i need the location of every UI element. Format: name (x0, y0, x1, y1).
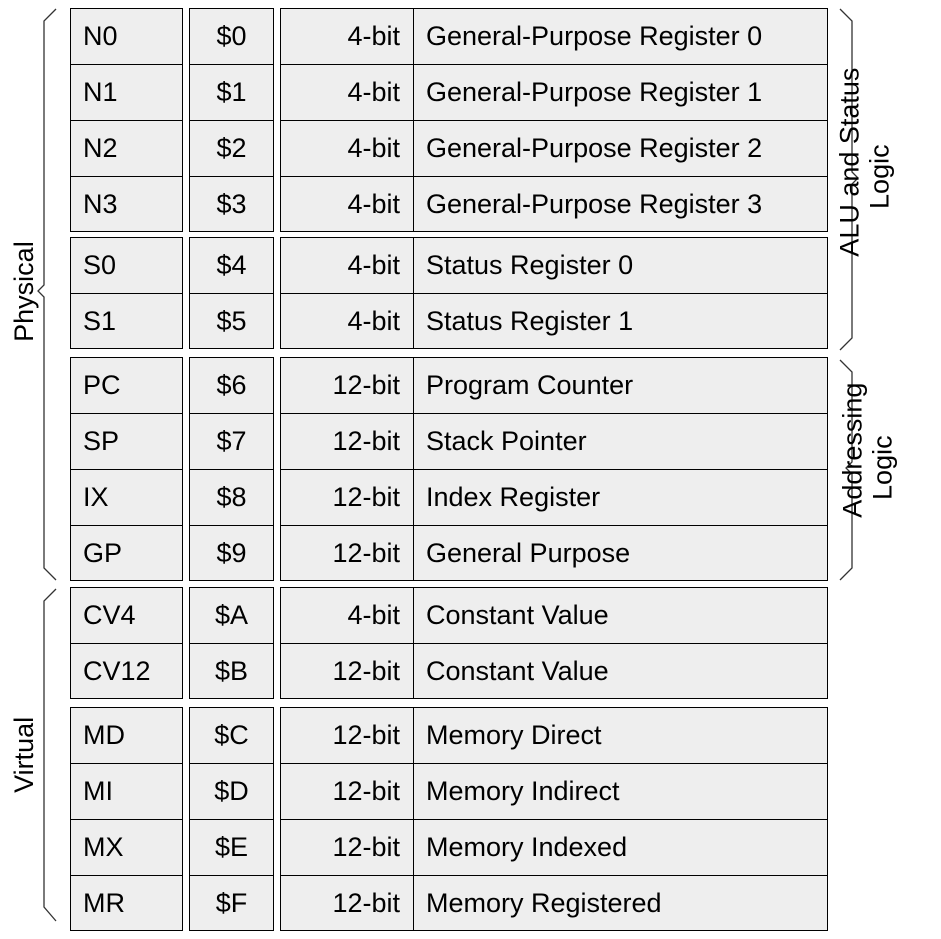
register-width-cell: 4-bit (347, 132, 400, 163)
register-code-cell: $D (214, 775, 249, 806)
register-code-cell: $5 (216, 305, 247, 336)
register-code-cell: $9 (216, 537, 247, 568)
addressing-label (837, 382, 897, 518)
alu-status-label-line2: Logic (864, 144, 894, 209)
register-desc-cell: General Purpose (426, 537, 631, 568)
register-desc-cell: Memory Registered (426, 887, 662, 918)
alu-status-label (834, 67, 894, 257)
register-code-cell: $E (214, 831, 249, 862)
register-code-cell: $2 (216, 132, 247, 163)
register-code-cell: $B (214, 655, 249, 686)
physical-label: Physical (9, 241, 40, 342)
virtual-label: Virtual (9, 716, 40, 793)
addressing-label-line2: Logic (867, 435, 897, 500)
register-width-cell: 4-bit (347, 249, 400, 280)
register-desc-cell: Memory Indexed (426, 831, 628, 862)
register-width-cell: 12-bit (332, 887, 400, 918)
register-code-cell: $7 (216, 425, 247, 456)
register-width-cell: 4-bit (347, 20, 400, 51)
register-code-cell: $4 (216, 249, 247, 280)
register-name-cell: S0 (83, 249, 117, 280)
virtual-brace (44, 589, 56, 921)
register-width-cell: 4-bit (347, 599, 400, 630)
register-desc-cell: General-Purpose Register 0 (426, 20, 763, 51)
register-name-cell: SP (83, 425, 120, 456)
register-width-cell: 12-bit (332, 719, 400, 750)
register-code-cell: $6 (216, 369, 247, 400)
register-desc-cell: Status Register 1 (426, 305, 634, 336)
register-code-cell: $F (215, 887, 248, 918)
register-code-cell: $C (214, 719, 249, 750)
register-width-cell: 12-bit (332, 425, 400, 456)
register-name-cell: N3 (83, 188, 118, 219)
register-name-cell: MR (83, 887, 125, 918)
register-desc-cell: General-Purpose Register 3 (426, 188, 763, 219)
register-name-cell: GP (83, 537, 123, 568)
addressing-label-line1: Addressing (837, 382, 868, 518)
register-desc-cell: Constant Value (426, 599, 609, 630)
register-desc-cell: Stack Pointer (426, 425, 587, 456)
register-width-cell: 12-bit (332, 369, 400, 400)
register-width-cell: 4-bit (347, 76, 400, 107)
register-desc-cell: General-Purpose Register 1 (426, 76, 763, 107)
register-code-cell: $3 (216, 188, 247, 219)
register-width-cell: 12-bit (332, 775, 400, 806)
register-desc-cell: Program Counter (426, 369, 634, 400)
register-desc-cell: Memory Direct (426, 719, 602, 750)
register-width-cell: 12-bit (332, 537, 400, 568)
register-code-cell: $A (214, 599, 249, 630)
register-desc-cell: Status Register 0 (426, 249, 634, 280)
register-name-cell: IX (83, 481, 109, 512)
alu-status-label-line1: ALU and Status (834, 67, 865, 257)
register-code-cell: $8 (216, 481, 247, 512)
register-name-cell: MX (83, 831, 124, 862)
register-code-cell: $1 (216, 76, 247, 107)
register-desc-cell: Constant Value (426, 655, 609, 686)
register-name-cell: S1 (83, 305, 117, 336)
register-code-cell: $0 (216, 20, 247, 51)
register-name-cell: PC (83, 369, 121, 400)
register-width-cell: 12-bit (332, 481, 400, 512)
register-name-cell: N2 (83, 132, 118, 163)
register-name-cell: CV12 (83, 655, 151, 686)
register-width-cell: 4-bit (347, 188, 400, 219)
register-name-cell: N1 (83, 76, 118, 107)
physical-brace (38, 9, 56, 580)
register-name-cell: N0 (83, 20, 118, 51)
register-width-cell: 12-bit (332, 831, 400, 862)
register-desc-cell: Memory Indirect (426, 775, 620, 806)
register-name-cell: CV4 (83, 599, 136, 630)
register-desc-cell: General-Purpose Register 2 (426, 132, 763, 163)
register-width-cell: 12-bit (332, 655, 400, 686)
register-name-cell: MD (83, 719, 125, 750)
register-width-cell: 4-bit (347, 305, 400, 336)
register-name-cell: MI (83, 775, 113, 806)
register-desc-cell: Index Register (426, 481, 601, 512)
